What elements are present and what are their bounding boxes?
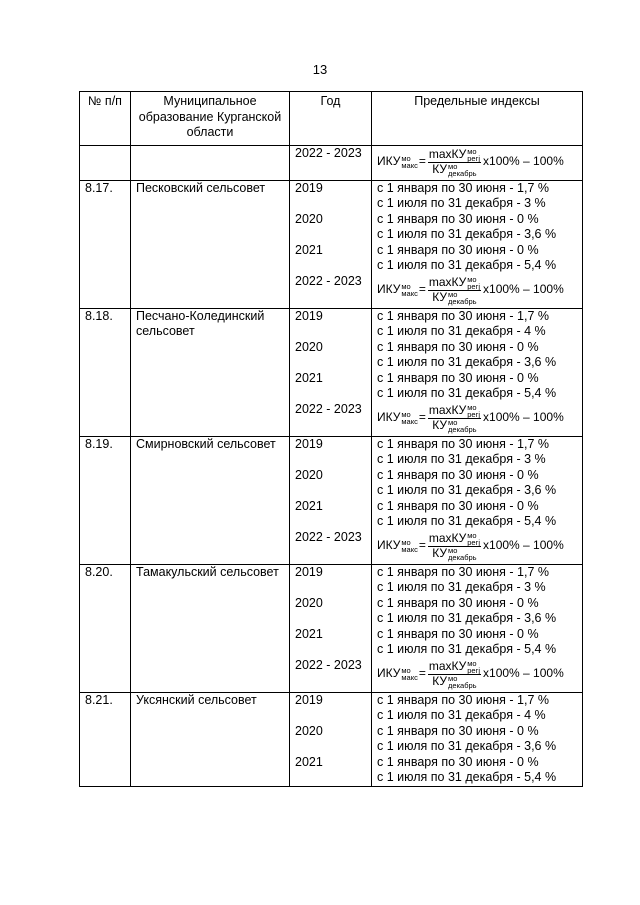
formula-num-sup: мо [467, 658, 477, 668]
header-municipality: Муниципальное образование Курганской области [131, 92, 290, 146]
formula-num-indices [467, 404, 480, 418]
index-line: с 1 января по 30 июня - 0 % [377, 723, 539, 738]
index-formula [377, 276, 564, 305]
year-2022-2023: 2022 - 2023 [295, 401, 362, 416]
formula-lhs-sup: мо [401, 666, 411, 675]
formula-num-sub: pегj [467, 665, 481, 675]
year-2022-2023: 2022 - 2023 [295, 657, 362, 672]
formula-den-indices [448, 547, 477, 561]
formula-num-sup: мо [467, 530, 477, 540]
cell-municipality: Тамакульский сельсовет [131, 564, 290, 692]
formula-num-text: maxКУ [428, 402, 467, 417]
table-header-row [80, 92, 583, 146]
formula-num-indices [467, 148, 480, 162]
index-line: с 1 января по 30 июня - 0 % [377, 595, 539, 610]
table-row [80, 564, 583, 692]
cell-indices [372, 692, 583, 786]
formula-numerator [428, 276, 481, 291]
formula-lhs: ИКУ [377, 410, 401, 425]
page-number: 13 [312, 62, 328, 77]
formula-tail: x100% – 100% [483, 538, 564, 553]
cell-number: 8.21. [80, 692, 131, 786]
cell-number: 8.20. [80, 564, 131, 692]
formula-fraction [428, 532, 481, 561]
formula-numerator [428, 148, 481, 163]
index-line: с 1 января по 30 июня - 1,7 % [377, 564, 549, 579]
index-line: с 1 июля по 31 декабря - 3 % [377, 196, 546, 210]
formula-lhs-indices [401, 667, 417, 681]
formula-den-text: КУ [432, 673, 448, 688]
header-number: № п/п [80, 92, 131, 146]
formula-lhs-indices [401, 283, 417, 297]
formula-lhs-sub: макс [401, 545, 418, 554]
cell-year [290, 308, 372, 436]
formula-tail: x100% – 100% [483, 154, 564, 169]
formula-den-sub: декабрь [448, 424, 477, 434]
formula-num-sup: мо [467, 146, 477, 156]
formula-num-sub: pегj [467, 409, 481, 419]
formula-denominator [431, 291, 477, 305]
formula-den-indices [448, 675, 477, 689]
formula-lhs-sub: макс [401, 161, 418, 170]
cell-indices [372, 180, 583, 308]
index-line: с 1 июля по 31 декабря - 3,6 % [377, 355, 557, 369]
index-formula [377, 404, 564, 433]
formula-den-sup: мо [448, 289, 458, 299]
index-line: с 1 июля по 31 декабря - 5,4 % [377, 386, 557, 400]
table-row [80, 436, 583, 564]
year-2021: 2021 [295, 754, 323, 769]
formula-fraction [428, 660, 481, 689]
formula-lhs-sup: мо [401, 410, 411, 419]
formula-equals: = [418, 538, 426, 553]
table-row [80, 692, 583, 786]
formula-num-text: maxКУ [428, 658, 467, 673]
cell-year [290, 564, 372, 692]
formula-equals: = [418, 410, 426, 425]
cell-number [80, 145, 131, 180]
index-line: с 1 июля по 31 декабря - 5,4 % [377, 642, 557, 656]
cell-municipality: Песковский сельсовет [131, 180, 290, 308]
year-2019: 2019 [295, 436, 323, 451]
formula-num-sub: pегj [467, 281, 481, 291]
formula-den-text: КУ [432, 545, 448, 560]
cell-number: 8.17. [80, 180, 131, 308]
table-row-continuation [80, 145, 583, 180]
formula-den-text: КУ [432, 289, 448, 304]
formula-denominator [431, 547, 477, 561]
formula [377, 146, 577, 180]
index-line: с 1 июля по 31 декабря - 5,4 % [377, 770, 557, 784]
index-line: с 1 января по 30 июня - 0 % [377, 498, 539, 513]
year-2019: 2019 [295, 692, 323, 707]
formula-num-text: maxКУ [428, 530, 467, 545]
formula-equals: = [418, 282, 426, 297]
formula-lhs: ИКУ [377, 538, 401, 553]
cell-municipality: Песчано-Колединский сельсовет [131, 308, 290, 436]
index-line: с 1 июля по 31 декабря - 3,6 % [377, 227, 557, 241]
formula-den-indices [448, 419, 477, 433]
index-formula [377, 532, 564, 561]
formula-den-sup: мо [448, 673, 458, 683]
index-line: с 1 июля по 31 декабря - 5,4 % [377, 514, 557, 528]
formula-denominator [431, 675, 477, 689]
formula-num-indices [467, 660, 480, 674]
index-line: с 1 января по 30 июня - 0 % [377, 754, 539, 769]
year-2021: 2021 [295, 498, 323, 513]
formula-num-indices [467, 532, 480, 546]
formula-equals: = [418, 666, 426, 681]
index-line: с 1 июля по 31 декабря - 3,6 % [377, 611, 557, 625]
formula-equals: = [418, 154, 426, 169]
index-line: с 1 января по 30 июня - 1,7 % [377, 308, 549, 323]
index-line: с 1 января по 30 июня - 0 % [377, 626, 539, 641]
formula-den-sup: мо [448, 417, 458, 427]
formula-lhs-sup: мо [401, 282, 411, 291]
year-2022-2023: 2022 - 2023 [295, 273, 362, 288]
header-year: Год [290, 92, 372, 146]
header-limit-indices: Предельные индексы [372, 92, 583, 146]
formula-den-text: КУ [432, 417, 448, 432]
formula-lhs-indices [401, 411, 417, 425]
year-2019: 2019 [295, 308, 323, 323]
year-2021: 2021 [295, 370, 323, 385]
formula-den-sup: мо [448, 161, 458, 171]
tariff-index-table [79, 91, 583, 787]
year-2020: 2020 [295, 211, 323, 226]
formula-numerator [428, 404, 481, 419]
formula-tail: x100% – 100% [483, 410, 564, 425]
table-row [80, 308, 583, 436]
formula-fraction [428, 276, 481, 305]
formula-denominator [431, 419, 477, 433]
index-line: с 1 июля по 31 декабря - 4 % [377, 708, 546, 722]
formula-numerator [428, 532, 481, 547]
cell-municipality [131, 145, 290, 180]
formula-lhs: ИКУ [377, 154, 401, 169]
cell-year [290, 436, 372, 564]
cell-year [290, 692, 372, 786]
cell-number: 8.19. [80, 436, 131, 564]
index-line: с 1 января по 30 июня - 1,7 % [377, 692, 549, 707]
formula-fraction [428, 148, 481, 177]
formula-den-sub: декабрь [448, 680, 477, 690]
formula-lhs: ИКУ [377, 282, 401, 297]
cell-year [290, 180, 372, 308]
formula-lhs-indices [401, 539, 417, 553]
index-line: с 1 января по 30 июня - 1,7 % [377, 180, 549, 195]
formula-tail: x100% – 100% [483, 282, 564, 297]
table-row [80, 180, 583, 308]
formula-num-text: maxКУ [428, 146, 467, 161]
index-line: с 1 января по 30 июня - 0 % [377, 242, 539, 257]
year-2020: 2020 [295, 339, 323, 354]
formula-lhs-sub: макс [401, 673, 418, 682]
formula-num-indices [467, 276, 480, 290]
formula [377, 530, 577, 564]
year-2019: 2019 [295, 564, 323, 579]
index-line: с 1 июля по 31 декабря - 3 % [377, 580, 546, 594]
index-line: с 1 января по 30 июня - 0 % [377, 370, 539, 385]
formula-numerator [428, 660, 481, 675]
index-line: с 1 июля по 31 декабря - 5,4 % [377, 258, 557, 272]
formula-den-sub: декабрь [448, 296, 477, 306]
formula-den-sup: мо [448, 545, 458, 555]
formula-lhs-sup: мо [401, 538, 411, 547]
formula-num-sup: мо [467, 274, 477, 284]
year-2021: 2021 [295, 242, 323, 257]
cell-year [290, 145, 372, 180]
year-2022-2023: 2022 - 2023 [295, 529, 362, 544]
cell-municipality: Уксянский сельсовет [131, 692, 290, 786]
formula-lhs-sub: макс [401, 417, 418, 426]
cell-indices [372, 308, 583, 436]
year-2020: 2020 [295, 723, 323, 738]
index-line: с 1 января по 30 июня - 0 % [377, 339, 539, 354]
formula-den-sub: декабрь [448, 168, 477, 178]
formula-num-sub: pегj [467, 537, 481, 547]
cell-indices [372, 564, 583, 692]
index-line: с 1 января по 30 июня - 0 % [377, 467, 539, 482]
year-2021: 2021 [295, 626, 323, 641]
index-line: с 1 июля по 31 декабря - 3 % [377, 452, 546, 466]
formula-fraction [428, 404, 481, 433]
index-line: с 1 июля по 31 декабря - 3,6 % [377, 739, 557, 753]
formula-num-text: maxКУ [428, 274, 467, 289]
year-2020: 2020 [295, 467, 323, 482]
formula-den-indices [448, 163, 477, 177]
index-formula [377, 660, 564, 689]
index-formula [377, 148, 564, 177]
formula [377, 274, 577, 308]
year-2020: 2020 [295, 595, 323, 610]
formula-lhs-indices [401, 155, 417, 169]
index-line: с 1 июля по 31 декабря - 4 % [377, 324, 546, 338]
cell-municipality: Смирновский сельсовет [131, 436, 290, 564]
formula-lhs: ИКУ [377, 666, 401, 681]
formula-num-sub: pегj [467, 153, 481, 163]
formula-tail: x100% – 100% [483, 666, 564, 681]
index-line: с 1 июля по 31 декабря - 3,6 % [377, 483, 557, 497]
formula-den-indices [448, 291, 477, 305]
formula-den-text: КУ [432, 161, 448, 176]
formula-den-sub: декабрь [448, 552, 477, 562]
formula-lhs-sub: макс [401, 289, 418, 298]
cell-indices [372, 145, 583, 180]
formula-lhs-sup: мо [401, 154, 411, 163]
formula [377, 658, 577, 692]
year-2019: 2019 [295, 180, 323, 195]
formula-num-sup: мо [467, 402, 477, 412]
formula [377, 402, 577, 436]
year-2022-2023: 2022 - 2023 [295, 145, 362, 160]
cell-indices [372, 436, 583, 564]
cell-number: 8.18. [80, 308, 131, 436]
formula-denominator [431, 163, 477, 177]
index-line: с 1 января по 30 июня - 1,7 % [377, 436, 549, 451]
index-line: с 1 января по 30 июня - 0 % [377, 211, 539, 226]
